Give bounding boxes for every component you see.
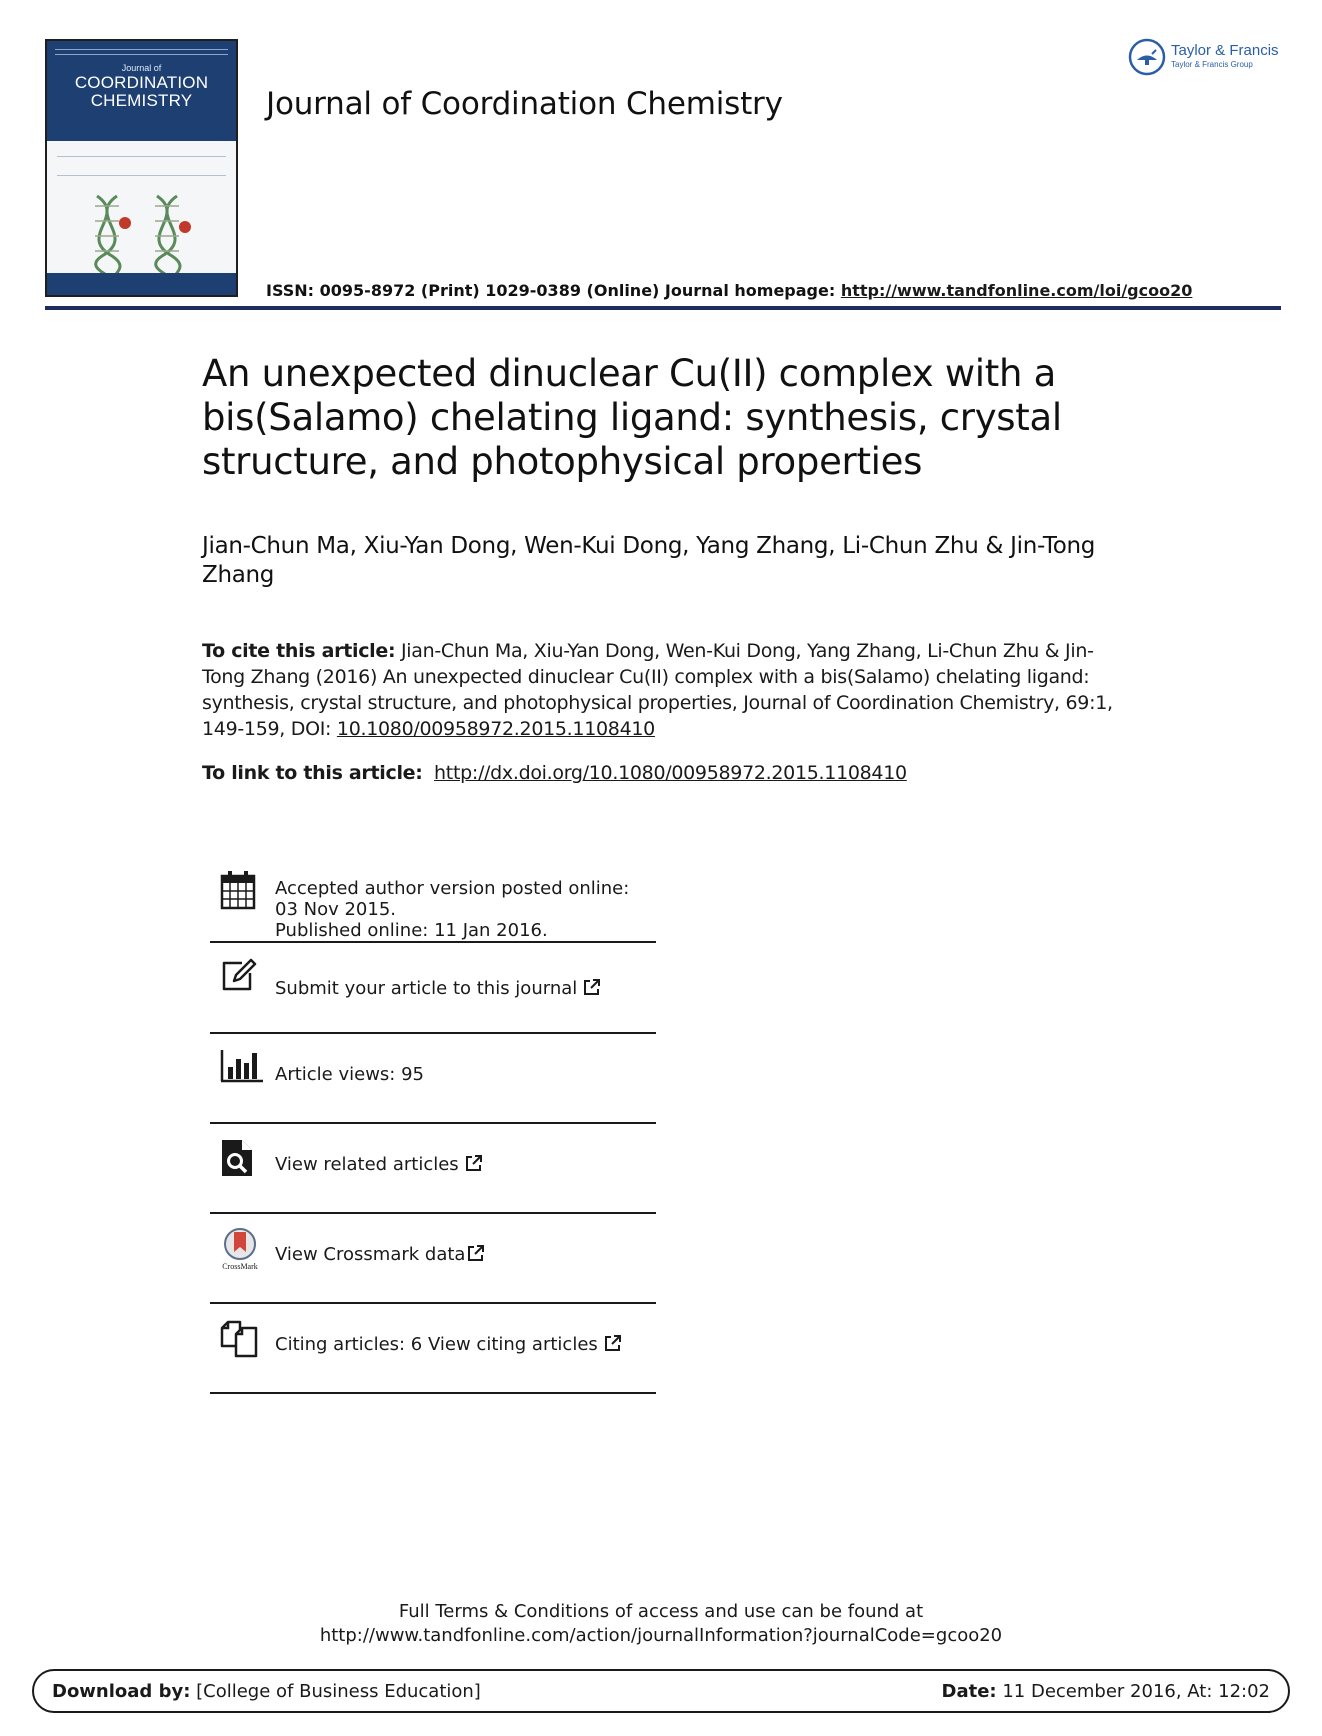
external-link-icon [467,1244,485,1262]
cover-footer-band [47,273,236,295]
cover-band [47,41,236,141]
cover-title-line2: CHEMISTRY [90,91,193,110]
download-date-label: Date: [941,1681,997,1702]
article-title: An unexpected dinuclear Cu(II) complex with a bis(Salamo) chelating ligand: synthesis, crystal structure, and photophysical properties [202,352,1062,483]
crossmark-icon [218,1227,262,1261]
download-by-value: [College of Business Education] [190,1681,481,1702]
calendar-icon [220,870,256,910]
crossmark-logo [218,1227,262,1273]
crossmark-label: View Crossmark data [275,1244,466,1265]
crossmark-link[interactable] [275,1244,655,1265]
published-date: Published online: 11 Jan 2016. [275,920,548,941]
info-item-submit[interactable] [210,943,656,1034]
info-item-crossmark[interactable] [210,1214,656,1304]
cover-editor-strip [57,156,226,176]
cover-title-line1: COORDINATION [74,73,209,92]
accepted-date: Accepted author version posted online: 03 Nov 2015. [275,878,630,920]
article-views: Article views: 95 [275,1064,424,1085]
info-item-related[interactable] [210,1124,656,1214]
external-link-icon [604,1334,622,1352]
article-info-list [210,862,656,1394]
doi-link[interactable]: 10.1080/00958972.2015.1108410 [336,718,655,740]
issn-line [266,281,1192,300]
download-date-value: 11 December 2016, At: 12:02 [996,1681,1270,1702]
journal-homepage-link[interactable]: http://www.tandfonline.com/loi/gcoo20 [840,281,1193,300]
related-articles-link[interactable] [275,1154,655,1175]
external-link-icon [465,1154,483,1172]
article-link-block [202,760,1122,786]
publisher-name: Taylor & Francis [1171,42,1279,59]
issn-text: ISSN: 0095-8972 (Print) 1029-0389 (Online) Journal homepage: [266,281,841,300]
info-dates-text [275,878,655,941]
citing-articles-link[interactable] [275,1334,655,1355]
citing-articles-label: Citing articles: 6 View citing articles [275,1334,598,1355]
article-doi-url[interactable]: http://dx.doi.org/10.1080/00958972.2015.1108410 [434,762,907,784]
terms-notice [0,1600,1322,1648]
citation-label: To cite this article: [202,640,396,662]
cover-top-strip [55,49,228,55]
molecule-illustration [87,191,203,281]
download-date [942,1681,1270,1702]
related-articles-label: View related articles [275,1154,459,1175]
terms-line-1: Full Terms & Conditions of access and use can be found at [398,1601,924,1622]
download-by [52,1681,481,1702]
article-link-label: To link to this article: [202,762,423,784]
publisher-group: Taylor & Francis Group [1171,60,1253,69]
document-search-icon [220,1138,254,1178]
submit-article-link[interactable] [275,978,655,999]
crossmark-logo-text: CrossMark [222,1262,258,1271]
download-info-bar [32,1669,1290,1713]
info-item-citing[interactable] [210,1304,656,1394]
publisher-lamp-icon [1128,38,1166,76]
bar-chart-icon [220,1049,264,1083]
external-link-icon [583,978,601,996]
journal-title: Journal of Coordination Chemistry [266,86,783,122]
info-item-views [210,1034,656,1124]
publisher-logo[interactable] [1128,38,1288,78]
cover-title [47,74,236,110]
citation-text: Jian-Chun Ma, Xiu-Yan Dong, Wen-Kui Dong, Yang Zhang, Li-Chun Zhu & Jin-Tong Zhang (2016) An unexpected dinuclear Cu(II) complex with a bis(Salamo) chelating ligand: synthesis, crystal structure, and photophysical properties, Journal of Coordination Chemistry, 69:1, 149-159, DOI: [202,640,1113,740]
download-by-label: Download by: [52,1681,191,1702]
cover-small-label: Journal of [121,63,162,73]
journal-cover-image [45,39,238,297]
citation-block [202,638,1122,742]
submit-article-label: Submit your article to this journal [275,978,578,999]
edit-icon [220,957,258,993]
info-item-dates [210,862,656,943]
citing-documents-icon [220,1318,260,1358]
article-authors: Jian-Chun Ma, Xiu-Yan Dong, Wen-Kui Dong, Yang Zhang, Li-Chun Zhu & Jin-Tong Zhang [202,533,1096,588]
terms-url[interactable]: http://www.tandfonline.com/action/journalInformation?journalCode=gcoo20 [319,1625,1003,1646]
header-divider [45,306,1281,310]
